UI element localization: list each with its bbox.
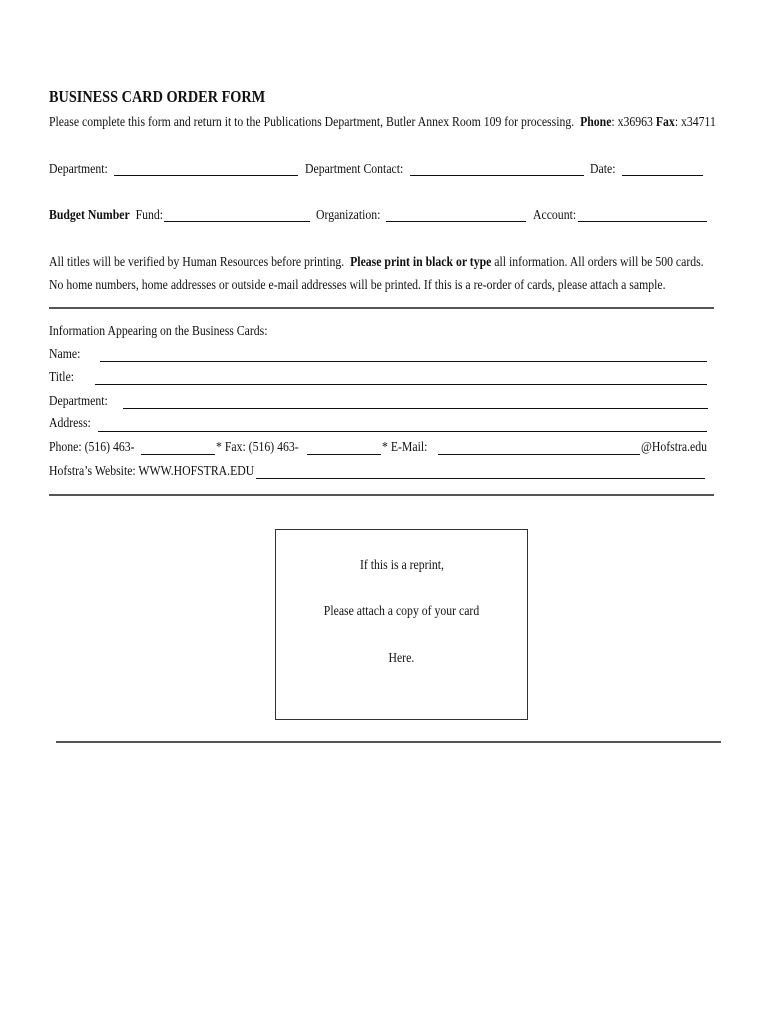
card-phone-field[interactable] [141,441,215,455]
date-field[interactable] [622,162,703,176]
name-field[interactable] [100,348,707,362]
card-department-field[interactable] [123,395,708,409]
card-phone-label: Phone: (516) 463- [49,440,135,455]
phone-label: Phone [580,115,612,130]
reprint-line-1: If this is a reprint, [359,558,444,573]
department-label: Department: [49,162,108,177]
address-label: Address: [49,416,91,431]
address-field[interactable] [98,418,707,432]
website-field[interactable] [256,465,705,479]
card-email-field[interactable] [438,441,640,455]
phone-value: : x36963 [611,115,653,130]
card-department-label: Department: [49,394,108,409]
date-label: Date: [590,162,616,177]
department-contact-field[interactable] [410,162,584,176]
divider-bottom [56,741,721,743]
fund-label: Fund: [135,208,164,223]
notice-bold: Please print in black or type [350,255,492,270]
card-fax-field[interactable] [307,441,381,455]
organization-label: Organization: [316,208,381,223]
notice-line-1: All titles will be verified by Human Resources before printing. Please print in black or type all information. All orders will be 500 cards. [49,255,704,270]
fax-label: Fax [655,115,675,130]
department-contact-label: Department Contact: [305,162,404,177]
intro-text: Please complete this form and return it to the Publications Department, Butler Annex Room 109 for processing. [49,115,575,130]
email-suffix: @Hofstra.edu [641,440,708,455]
department-field[interactable] [114,162,298,176]
organization-field[interactable] [386,208,526,222]
budget-number-label: Budget Number Fund: [49,208,164,223]
reprint-line-3: Here. [388,651,415,666]
website-label: Hofstra’s Website: WWW.HOFSTRA.EDU [49,464,255,479]
intro-line [49,115,770,131]
notice-line-2: No home numbers, home addresses or outside e-mail addresses will be printed. If this is a re-order of cards, please attach a sample. [49,278,666,293]
title-field[interactable] [95,371,707,385]
divider-middle [49,494,714,496]
title-label: Title: [49,370,75,385]
name-label: Name: [49,347,81,362]
form-title: BUSINESS CARD ORDER FORM [49,87,266,106]
card-fax-label: * Fax: (516) 463- [216,440,299,455]
reprint-line-2: Please attach a copy of your card [323,604,480,619]
card-info-heading: Information Appearing on the Business Cards: [49,324,268,339]
account-field[interactable] [578,208,707,222]
account-label: Account: [533,208,577,223]
fax-value: : x34711 [674,115,716,130]
reprint-attachment-box [275,529,528,720]
divider-top [49,307,714,309]
card-email-label: * E-Mail: [382,440,428,455]
fund-field[interactable] [164,208,310,222]
